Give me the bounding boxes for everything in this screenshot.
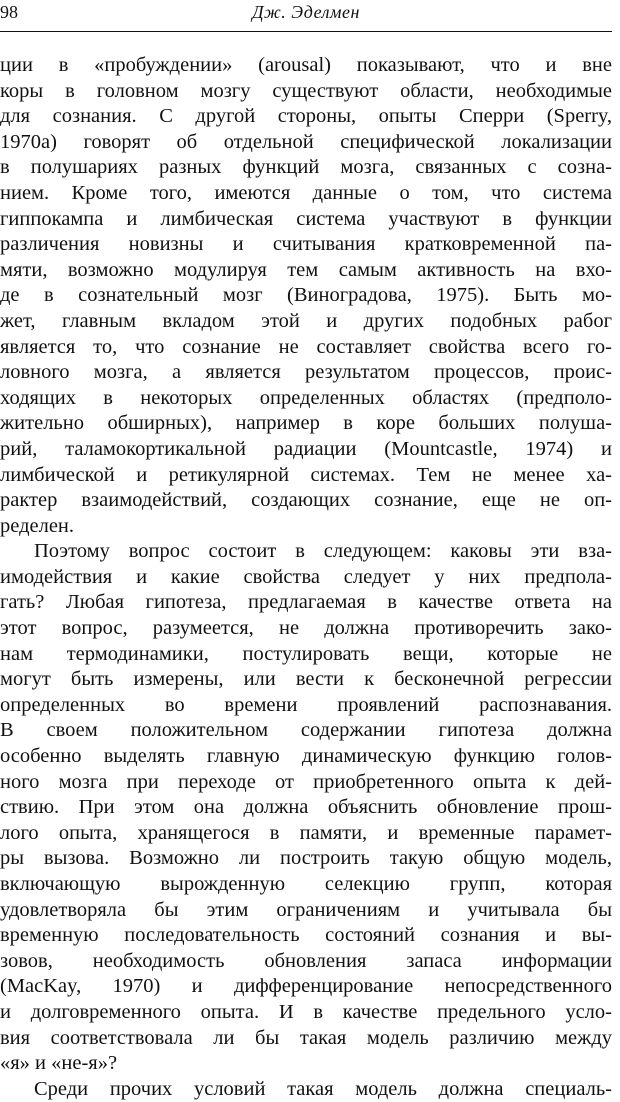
text-line: и долговременного опыта. И в качестве предельного усло-: [0, 1000, 612, 1023]
text-line: «я» и «не-я»?: [0, 1052, 118, 1075]
text-line: де в сознательный мозг (Виноградова, 1975). Быть мо-: [0, 284, 612, 307]
page-number: 98: [0, 2, 18, 22]
text-line: ределен.: [0, 514, 75, 537]
running-title: Дж. Эделмен: [252, 2, 360, 22]
text-line: мяти, возможно модулируя тем самым активность на вхо-: [0, 258, 612, 281]
text-line: определенных во времени проявлений распознавания.: [0, 693, 612, 716]
text-line: вия соответствовала ли бы такая модель различию между: [0, 1026, 612, 1049]
text-line: гать? Любая гипотеза, предлагаемая в качестве ответа на: [0, 591, 612, 614]
text-line: в полушариях разных функций мозга, связанных с созна-: [0, 156, 612, 179]
text-line: гиппокампа и лимбическая система участвуют в функции: [0, 207, 612, 230]
page-header: [0, 0, 612, 28]
text-line: Среди прочих условий такая модель должна специаль-: [34, 1077, 612, 1100]
text-line: ции в «пробуждении» (arousal) показывают, что и вне: [0, 54, 612, 76]
text-line: особенно выделять главную динамическую функцию голов-: [0, 745, 612, 768]
text-line: Поэтому вопрос состоит в следующем: каковы эти вза-: [34, 540, 612, 563]
text-line: могут быть измерены, или вести к бесконечной регрессии: [0, 668, 612, 691]
text-line: рий, таламокортикальной радиации (Mountcastle, 1974) и: [0, 437, 612, 460]
text-line: рактер взаимодействий, создающих сознание, еще не оп-: [0, 489, 612, 512]
text-line: (MacKay, 1970) и дифференцирование непосредственного: [0, 975, 612, 998]
text-line: для сознания. С другой стороны, опыты Сперри (Sperry,: [0, 105, 612, 128]
body-text: [0, 53, 612, 1102]
text-line: включающую вырожденную селекцию групп, которая: [0, 873, 612, 895]
text-line: зовов, необходимость обновления запаса информации: [0, 949, 612, 972]
text-line: В своем положительном содержании гипотеза должна: [0, 719, 612, 742]
text-line: ного мозга при переходе от приобретенного опыта к дей-: [0, 770, 612, 793]
text-line: лимбической и ретикулярной системах. Тем не менее ха-: [0, 463, 612, 486]
text-line: жет, главным вкладом этой и других подобных рабог: [0, 309, 612, 332]
text-line: жительно обширных), например в коре больших полуша-: [0, 412, 612, 435]
text-line: нием. Кроме того, имеются данные о том, что система: [0, 181, 612, 204]
text-line: удовлетворяла бы этим ограничениям и учитывала бы: [0, 898, 612, 921]
text-line: различения новизны и считывания кратковременной па-: [0, 233, 612, 256]
text-line: нам термодинамики, постулировать вещи, которые не: [0, 642, 612, 665]
text-line: коры в головном мозгу существуют области, необходимые: [0, 79, 612, 102]
text-line: является то, что сознание не составляет свойства всего го-: [0, 335, 612, 358]
text-line: ловного мозга, а является результатом процессов, проис-: [0, 361, 612, 384]
text-line: лого опыта, хранящегося в памяти, и временные парамет-: [0, 821, 612, 844]
text-line: временную последовательность состояний сознания и вы-: [0, 924, 612, 947]
header-rule: [0, 31, 612, 32]
text-line: ры вызова. Возможно ли построить такую общую модель,: [0, 847, 612, 870]
text-line: 1970a) говорят об отдельной специфической локализации: [0, 130, 612, 153]
text-line: имодействия и какие свойства следует у них предпола-: [0, 565, 612, 588]
text-line: ствию. При этом она должна объяснить обновление прош-: [0, 796, 612, 819]
text-line: ходящих в некоторых определенных областях (предполо-: [0, 386, 612, 409]
text-line: этот вопрос, разумеется, не должна противоречить зако-: [0, 617, 612, 640]
